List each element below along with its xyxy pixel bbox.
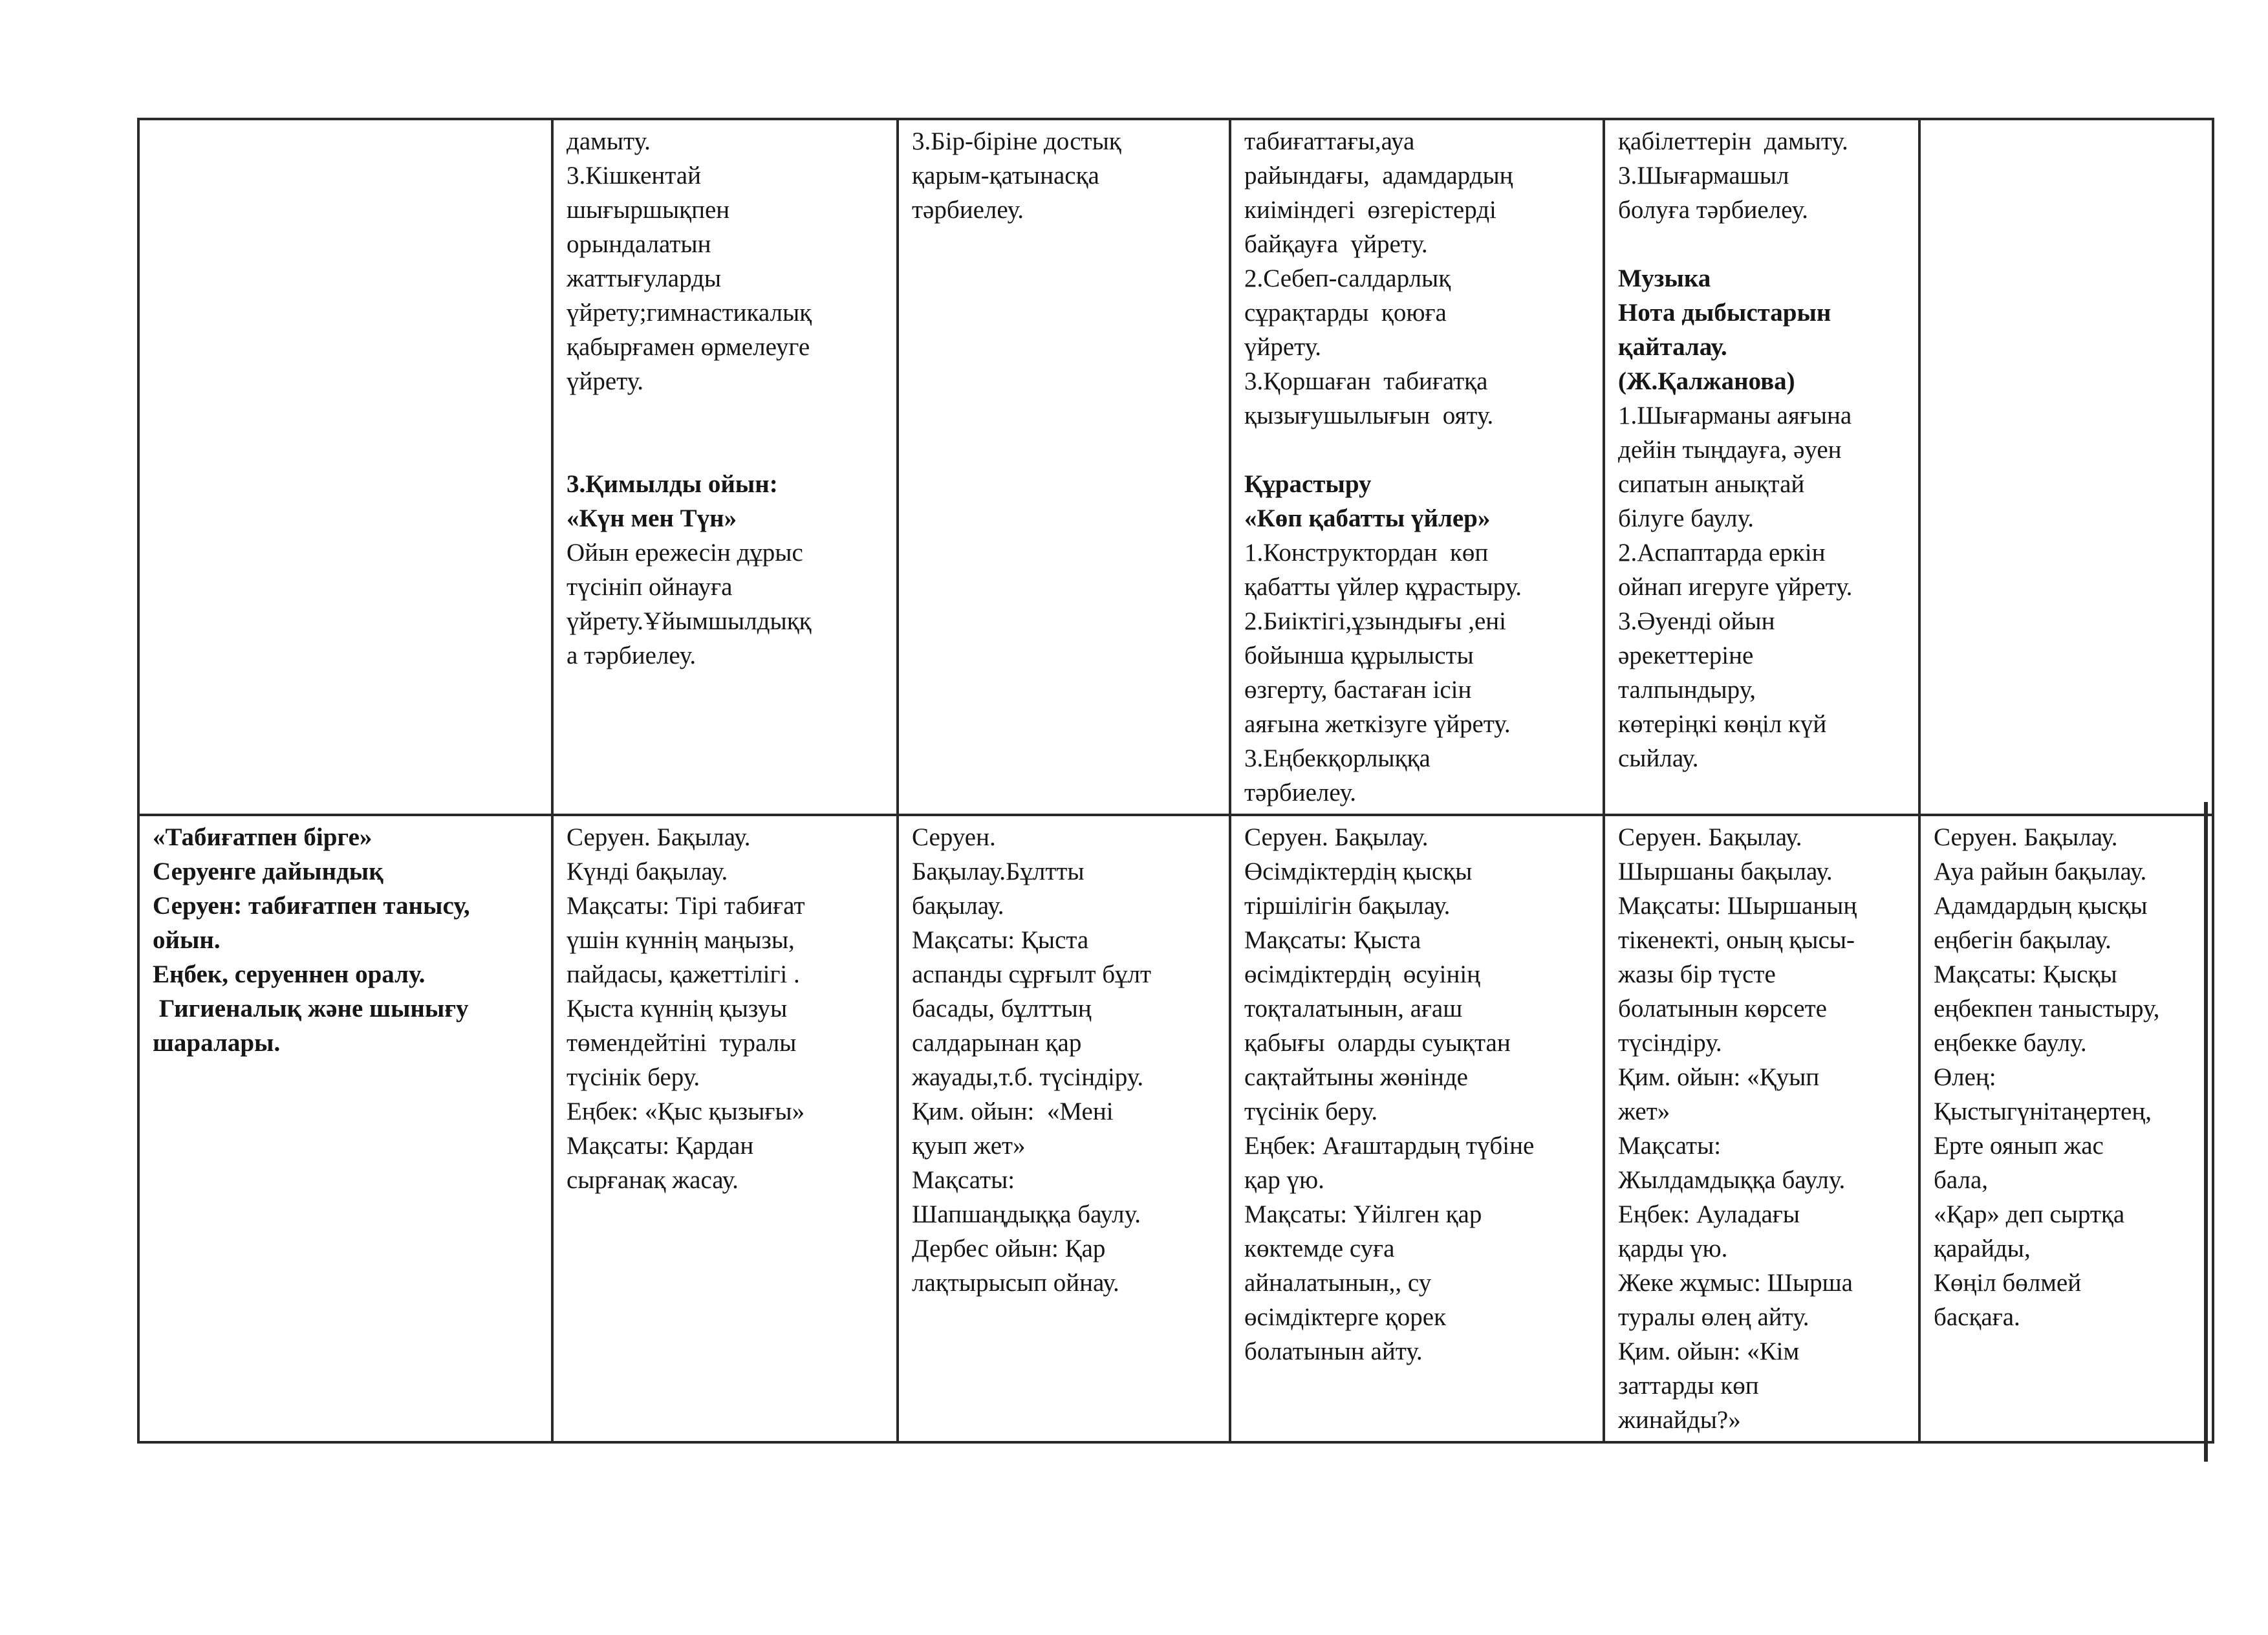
cell-text-line: 2.Биіктігі,ұзындығы ,ені — [1244, 607, 1506, 635]
cell-text-line: үйрету. — [1244, 333, 1322, 361]
cell-text-line: жауады,т.б. түсіндіру. — [912, 1063, 1144, 1091]
table-cell-r1-c1 — [552, 815, 898, 1442]
cell-text-line: қабатты үйлер құрастыру. — [1244, 573, 1522, 601]
cell-text-line: «Көп қабатты үйлер» — [1244, 504, 1491, 532]
cell-text-line: Шыршаны бақылау. — [1618, 858, 1833, 885]
cell-text-line: қарды үю. — [1618, 1235, 1728, 1262]
cell-text-line: аспанды сұрғылт бұлт — [912, 960, 1152, 988]
cell-text-line: әрекеттеріне — [1618, 642, 1754, 669]
cell-text-line: Қыста күннің қызуы — [567, 995, 788, 1023]
scan-edge-line — [2204, 802, 2208, 1462]
table-cell-r1-c5 — [1919, 815, 2213, 1442]
cell-text-line: Еңбек, серуеннен оралу. — [153, 960, 426, 988]
cell-text-line: Күнді бақылау. — [567, 858, 728, 885]
table-cell-r0-c4 — [1604, 119, 1919, 815]
cell-text-line: қайталау. — [1618, 333, 1727, 361]
cell-text-line: орындалатын — [567, 230, 711, 258]
cell-text-line: болатынын айту. — [1244, 1337, 1423, 1365]
cell-text-line: Шапшаңдыққа баулу. — [912, 1200, 1141, 1228]
cell-text-line: а тәрбиелеу. — [567, 642, 697, 669]
cell-text-line: өсімдіктерге қорек — [1244, 1303, 1447, 1331]
cell-text-line: Серуен: табиғатпен танысу, — [153, 892, 470, 920]
cell-text-line: төмендейтіні туралы — [567, 1029, 797, 1057]
table-cell-r0-c2 — [898, 119, 1230, 815]
cell-text-line: 3.Қоршаған табиғатқа — [1244, 367, 1488, 395]
cell-text-line: Ауа райын бақылау. — [1934, 858, 2147, 885]
cell-text-line: түсінік беру. — [1244, 1098, 1378, 1125]
cell-text-line: (Ж.Қалжанова) — [1618, 367, 1795, 395]
cell-text-line: Қыстыгүнітаңертең, — [1934, 1098, 2152, 1125]
cell-text-line: болуға тәрбиелеу. — [1618, 196, 1808, 224]
cell-text-line: айналатынын,, су — [1244, 1269, 1432, 1297]
cell-text-line: Еңбек: Ағаштардың түбіне — [1244, 1132, 1535, 1160]
cell-text-line: шаралары. — [153, 1029, 281, 1057]
cell-text-line: Құрастыру — [1244, 470, 1372, 498]
cell-text-line: Қим. ойын: «Қуып — [1618, 1063, 1820, 1091]
cell-text-line: Мақсаты: Қысқы — [1934, 960, 2117, 988]
cell-text-line: «Қар» деп сыртқа — [1934, 1200, 2125, 1228]
cell-text-line: аяғына жеткізуге үйрету. — [1244, 710, 1511, 738]
cell-text-line: пайдасы, қажеттілігі . — [567, 960, 800, 988]
cell-text-line: өзгерту, бастаған ісін — [1244, 676, 1472, 704]
cell-text-line: Көңіл бөлмей — [1934, 1269, 2082, 1297]
cell-text-line: түсініп ойнауға — [567, 573, 733, 601]
cell-text-line: Мақсаты: — [1618, 1132, 1722, 1160]
cell-text-line: бойынша құрылысты — [1244, 642, 1474, 669]
cell-text-line: сақтайтыны жөнінде — [1244, 1063, 1468, 1091]
cell-text-line: сыйлау. — [1618, 744, 1699, 772]
table-row-walk — [138, 815, 2213, 1442]
cell-text-line: талпындыру, — [1618, 676, 1756, 704]
cell-text-line: бақылау. — [912, 892, 1004, 920]
cell-text-line: Ойын ережесін дұрыс — [567, 539, 803, 567]
table-cell-r0-c1 — [552, 119, 898, 815]
cell-text-line: Серуен. Бақылау. — [1934, 823, 2118, 851]
cell-text-line: 3.Еңбекқорлыққа — [1244, 744, 1431, 772]
cell-text-line: салдарынан қар — [912, 1029, 1082, 1057]
cell-text-line: 3.Бір-біріне достық — [912, 127, 1121, 155]
cell-text-line: тәрбиелеу. — [1244, 779, 1357, 807]
cell-text-line: Жеке жұмыс: Шырша — [1618, 1269, 1853, 1297]
cell-text-line: ойын. — [153, 926, 221, 954]
cell-text-line: бала, — [1934, 1166, 1989, 1194]
cell-text-line: Серуенге дайындық — [153, 858, 383, 885]
cell-text-line: сипатын анықтай — [1618, 470, 1805, 498]
cell-text-line: жет» — [1618, 1098, 1670, 1125]
cell-text-line: жазы бір түсте — [1618, 960, 1776, 988]
cell-text-line — [1244, 433, 1592, 467]
cell-text-line: Серуен. Бақылау. — [1244, 823, 1429, 851]
cell-text-line: көтеріңкі көңіл күй — [1618, 710, 1827, 738]
table-cell-r1-c2 — [898, 815, 1230, 1442]
cell-text-line: Қим. ойын: «Кім — [1618, 1337, 1800, 1365]
cell-text-line: түсінік беру. — [567, 1063, 700, 1091]
cell-text-line: Гигиеналық және шынығу — [153, 995, 469, 1023]
cell-text-line: қарайды, — [1934, 1235, 2031, 1262]
cell-text-line: басады, бұлттың — [912, 995, 1092, 1023]
cell-text-line: 3.Әуенді ойын — [1618, 607, 1775, 635]
cell-text-line: қабілеттерін дамыту. — [1618, 127, 1848, 155]
cell-text-line: жинайды?» — [1618, 1406, 1741, 1434]
cell-text-line: шығыршықпен — [567, 196, 730, 224]
cell-text-line: дейін тыңдауға, әуен — [1618, 436, 1842, 464]
cell-text-line: Мақсаты: Шыршаның — [1618, 892, 1857, 920]
cell-text-line: қарым-қатынасқа — [912, 162, 1099, 189]
table-cell-r0-c5 — [1919, 119, 2213, 815]
cell-text-line: Мақсаты: — [912, 1166, 1015, 1194]
cell-text-line: еңбекке баулу. — [1934, 1029, 2087, 1057]
cell-text-line: Серуен. — [912, 823, 996, 851]
cell-text-line: Серуен. Бақылау. — [1618, 823, 1802, 851]
cell-text-line: лақтырысып ойнау. — [912, 1269, 1119, 1297]
cell-text-line: Еңбек: «Қыс қызығы» — [567, 1098, 805, 1125]
cell-text-line: туралы өлең айту. — [1618, 1303, 1809, 1331]
cell-text-line: Мақсаты: Тірі табиғат — [567, 892, 805, 920]
cell-text-line: қызығушылығын ояту. — [1244, 402, 1494, 429]
cell-text-line: сұрақтарды қоюға — [1244, 299, 1447, 327]
cell-text-line: өсімдіктердің өсуінің — [1244, 960, 1481, 988]
cell-text-line: Музыка — [1618, 265, 1711, 292]
cell-text-line: Нота дыбыстарын — [1618, 299, 1831, 327]
cell-text-line: 3.Кішкентай — [567, 162, 701, 189]
cell-text-line: қар үю. — [1244, 1166, 1324, 1194]
cell-text-line: Өлең: — [1934, 1063, 1996, 1091]
cell-text-line — [1618, 227, 1908, 261]
cell-text-line: тоқталатынын, ағаш — [1244, 995, 1463, 1023]
cell-text-line: Бақылау.Бұлтты — [912, 858, 1085, 885]
cell-text-line: байқауға үйрету. — [1244, 230, 1428, 258]
cell-text-line: тіршілігін бақылау. — [1244, 892, 1451, 920]
cell-text-line: еңбекпен таныстыру, — [1934, 995, 2160, 1023]
cell-text-line: Мақсаты: Үйілген қар — [1244, 1200, 1482, 1228]
cell-text-line — [567, 398, 886, 467]
cell-text-line: 2.Аспаптарда еркін — [1618, 539, 1826, 567]
table-cell-r0-c3 — [1230, 119, 1604, 815]
cell-text-line: Жылдамдыққа баулу. — [1618, 1166, 1846, 1194]
cell-text-line: болатынын көрсете — [1618, 995, 1827, 1023]
cell-text-line: тікенекті, оның қысы- — [1618, 926, 1855, 954]
cell-text-line: үйрету.Ұйымшылдыққ — [567, 607, 812, 635]
cell-text-line: үйрету;гимнастикалық — [567, 299, 812, 327]
cell-text-line: түсіндіру. — [1618, 1029, 1722, 1057]
cell-text-line: Еңбек: Ауладағы — [1618, 1200, 1800, 1228]
cell-text-line: Мақсаты: Қардан — [567, 1132, 754, 1160]
cell-text-line: дамыту. — [567, 127, 651, 155]
cell-text-line: 1.Шығарманы аяғына — [1618, 402, 1852, 429]
cell-text-line: білуге баулу. — [1618, 504, 1754, 532]
cell-text-line: Адамдардың қысқы — [1934, 892, 2148, 920]
table-cell-r0-c0 — [138, 119, 552, 815]
cell-text-line: райындағы, адамдардың — [1244, 162, 1513, 189]
cell-text-line: көктемде суға — [1244, 1235, 1395, 1262]
cell-text-line: заттарды көп — [1618, 1372, 1759, 1400]
table-row-activities — [138, 119, 2213, 815]
cell-text-line: Мақсаты: Қыста — [1244, 926, 1421, 954]
cell-text-line: 1.Конструктордан көп — [1244, 539, 1489, 567]
cell-text-line: Серуен. Бақылау. — [567, 823, 751, 851]
cell-text-line: жаттығуларды — [567, 265, 722, 292]
cell-text-line: «Күн мен Түн» — [567, 504, 737, 532]
table-cell-r1-c0 — [138, 815, 552, 1442]
cell-text-line: үйрету. — [567, 367, 644, 395]
cell-text-line: 3.Қимылды ойын: — [567, 470, 778, 498]
cell-text-line: қуып жет» — [912, 1132, 1026, 1160]
cell-text-line: Өсімдіктердің қысқы — [1244, 858, 1473, 885]
cell-text-line: еңбегін бақылау. — [1934, 926, 2111, 954]
cell-text-line: тәрбиелеу. — [912, 196, 1024, 224]
cell-text-line: Қим. ойын: «Мені — [912, 1098, 1114, 1125]
cell-text-line: 2.Себеп-салдарлық — [1244, 265, 1451, 292]
cell-text-line: үшін күннің маңызы, — [567, 926, 795, 954]
cell-text-line: «Табиғатпен бірге» — [153, 823, 373, 851]
cell-text-line: киіміндегі өзгерістерді — [1244, 196, 1496, 224]
cell-text-line: Мақсаты: Қыста — [912, 926, 1089, 954]
cell-text-line: қабығы оларды суықтан — [1244, 1029, 1511, 1057]
table-cell-r1-c4 — [1604, 815, 1919, 1442]
cell-text-line: ойнап игеруге үйрету. — [1618, 573, 1853, 601]
cell-text-line: басқаға. — [1934, 1303, 2020, 1331]
table-cell-r1-c3 — [1230, 815, 1604, 1442]
cell-text-line: Ерте оянып жас — [1934, 1132, 2104, 1160]
cell-text-line: табиғаттағы,ауа — [1244, 127, 1415, 155]
cell-text-line: 3.Шығармашыл — [1618, 162, 1789, 189]
cell-text-line: Дербес ойын: Қар — [912, 1235, 1106, 1262]
cell-text-line: қабырғамен өрмелеуге — [567, 333, 810, 361]
daily-plan-table — [137, 118, 2214, 1444]
cell-text-line: сырғанақ жасау. — [567, 1166, 739, 1194]
